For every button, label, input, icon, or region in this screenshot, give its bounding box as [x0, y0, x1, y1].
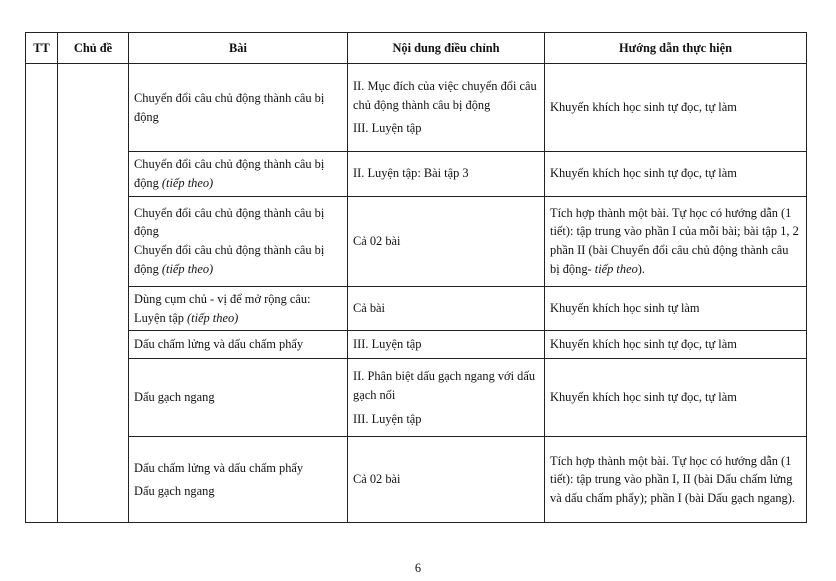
- table-row: [26, 331, 807, 359]
- header-bai: Bài: [129, 33, 348, 64]
- table-header-row: [26, 33, 807, 64]
- huong-dan-text: Khuyến khích học sinh tự làm: [550, 301, 700, 316]
- noi-dung-cell: [348, 437, 545, 523]
- table-row: [26, 64, 807, 152]
- bai-line: [134, 241, 342, 279]
- huong-dan-cell: [545, 152, 807, 197]
- noi-dung-cell: [348, 286, 545, 331]
- noi-dung-cell: [348, 64, 545, 152]
- adjustment-table: [25, 32, 807, 523]
- bai-italic-note: (tiếp theo): [161, 262, 214, 277]
- bai-cell: [129, 152, 348, 197]
- bai-text: Chuyển đổi câu chủ động thành câu bị động: [134, 90, 325, 124]
- noi-dung-cell: [348, 359, 545, 437]
- noi-dung-text: II. Luyện tập: Bài tập 3: [353, 166, 469, 181]
- huong-dan-cell: [545, 437, 807, 523]
- noi-dung-line: II. Phân biệt dấu gạch ngang với dấu gạch nối: [353, 369, 536, 402]
- huong-dan-italic: tiếp theo: [594, 262, 638, 277]
- bai-text: Dấu chấm lửng và dấu chấm phẩy: [134, 337, 304, 352]
- huong-dan-text: Tích hợp thành một bài. Tự học có hướng dẫn (1 tiết): tập trung vào phần I của mỗi bài; bài tập 1, 2 phần II (bài Chuyển đổi câu chủ động thành câu bị động-: [550, 205, 799, 277]
- table-row: [26, 359, 807, 437]
- bai-cell: [129, 437, 348, 523]
- noi-dung-line: III. Luyện tập: [353, 121, 422, 136]
- noi-dung-text: Cả 02 bài: [353, 233, 401, 248]
- huong-dan-text: Tích hợp thành một bài. Tự học có hướng dẫn (1 tiết): tập trung vào phần I, II (bài Dấu chấm lửng và dấu chấm phẩy); phần I (bài Dấu gạch ngang).: [550, 453, 795, 506]
- bai-italic-note: (tiếp theo): [161, 175, 214, 190]
- huong-dan-text: Khuyến khích học sinh tự đọc, tự làm: [550, 390, 737, 405]
- noi-dung-line: III. Luyện tập: [353, 411, 422, 426]
- bai-cell: [129, 286, 348, 331]
- table-row: [26, 286, 807, 331]
- huong-dan-cell: [545, 331, 807, 359]
- bai-text: Dùng cụm chủ - vị để mở rộng câu: Luyện tập: [134, 291, 311, 325]
- huong-dan-cell: [545, 286, 807, 331]
- huong-dan-text: Khuyến khích học sinh tự đọc, tự làm: [550, 100, 737, 115]
- bai-line: Dấu gạch ngang: [134, 484, 215, 499]
- noi-dung-text: III. Luyện tập: [353, 337, 422, 352]
- huong-dan-text: Khuyến khích học sinh tự đọc, tự làm: [550, 337, 737, 352]
- bai-italic-note: (tiếp theo): [187, 310, 239, 325]
- noi-dung-cell: [348, 196, 545, 286]
- bai-line: Chuyển đổi câu chủ động thành câu bị động: [134, 205, 325, 239]
- huong-dan-end: ).: [637, 262, 645, 277]
- header-noi-dung: Nội dung điều chỉnh: [348, 33, 545, 64]
- bai-line: Dấu chấm lửng và dấu chấm phẩy: [134, 460, 304, 475]
- huong-dan-text: Khuyến khích học sinh tự đọc, tự làm: [550, 166, 737, 181]
- header-chu-de: Chủ đề: [58, 33, 129, 64]
- huong-dan-cell: [545, 196, 807, 286]
- huong-dan-cell: [545, 64, 807, 152]
- noi-dung-text: Cả 02 bài: [353, 472, 401, 487]
- bai-text: Chuyển đổi câu chủ động thành câu bị động: [134, 243, 325, 277]
- bai-text: Chuyển đổi câu chủ động thành câu bị động: [134, 157, 325, 190]
- table-row: [26, 152, 807, 197]
- bai-text: Dấu gạch ngang: [134, 390, 215, 405]
- huong-dan-cell: [545, 359, 807, 437]
- noi-dung-text: Cả bài: [353, 301, 385, 316]
- chu-de-cell: [58, 64, 129, 523]
- noi-dung-line: II. Mục đích của việc chuyển đổi câu chủ động thành câu bị động: [353, 78, 537, 112]
- header-huong-dan: Hướng dẫn thực hiện: [545, 33, 807, 64]
- bai-cell: [129, 331, 348, 359]
- noi-dung-cell: [348, 152, 545, 197]
- tt-cell: [26, 64, 58, 523]
- bai-cell: [129, 196, 348, 286]
- page-number: 6: [414, 561, 422, 575]
- bai-cell: [129, 64, 348, 152]
- header-tt: TT: [26, 33, 58, 64]
- table-row: [26, 437, 807, 523]
- table-row: [26, 196, 807, 286]
- noi-dung-cell: [348, 331, 545, 359]
- bai-cell: [129, 359, 348, 437]
